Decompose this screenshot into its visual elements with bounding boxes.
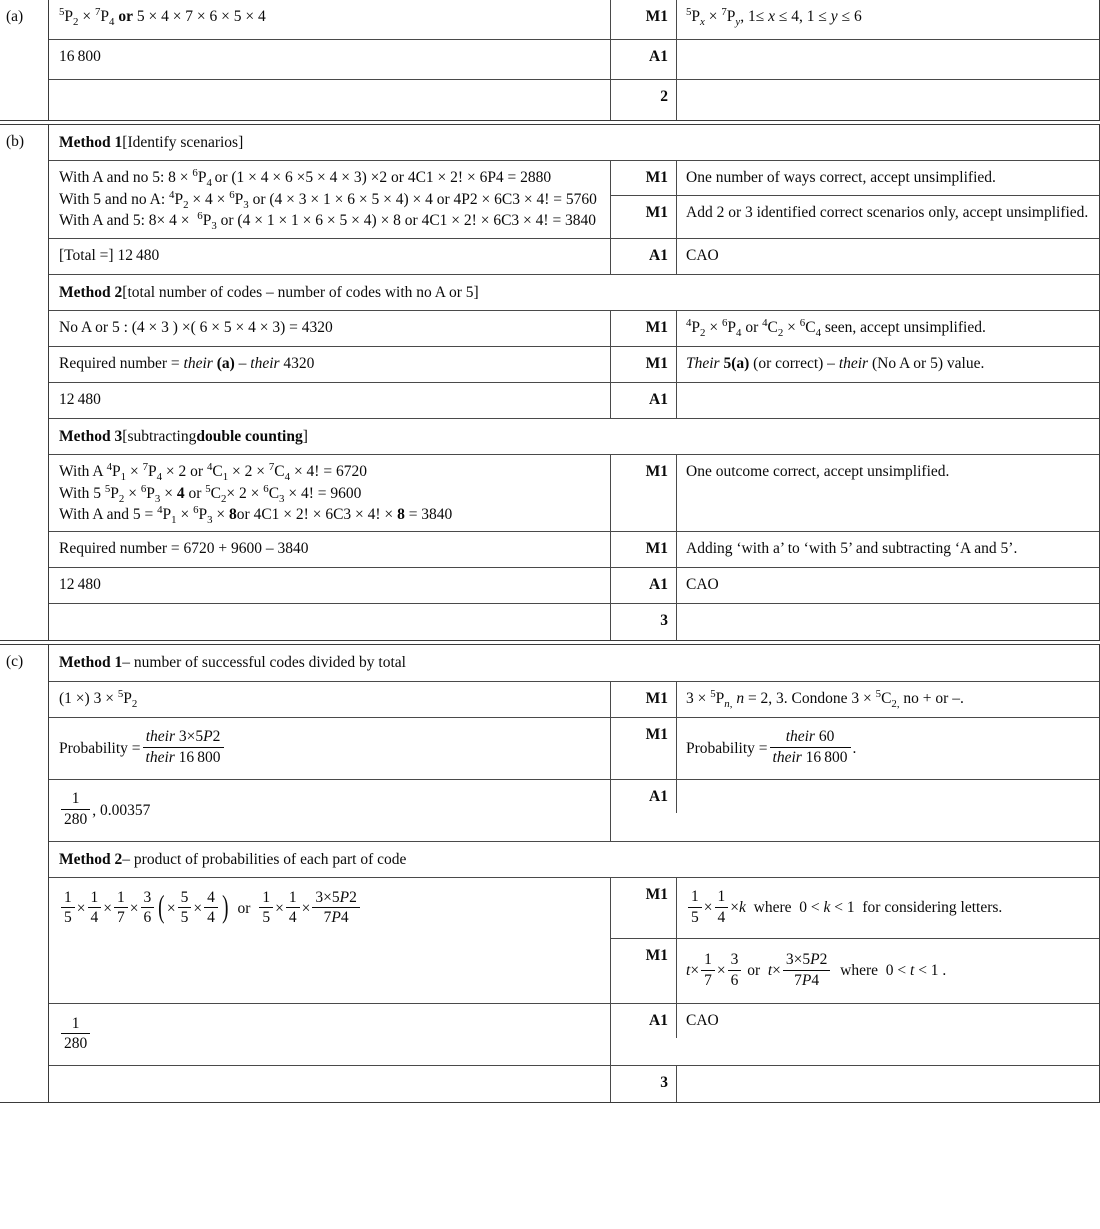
fraction [312,889,359,927]
table-row [49,1066,1099,1102]
table-row [49,1004,1099,1066]
row-note [677,718,1099,779]
row-mark: M1 [611,161,677,194]
part-c-body [48,645,1100,1102]
method-heading: Method 1 [Identify scenarios] [49,125,1099,161]
note-mid: or t× [743,962,781,980]
row-working [49,718,611,779]
fraction-numerator: 1 [688,888,702,907]
product-expression: $\frac{1}{5}$ × $\frac{1}{4}$ × $\frac{1}{7}$ × $\frac{3}{6}$ ( × $\frac{5}{5}$ × $\frac{4}{4}$ ) or $\frac{1}{5}$ × $\frac{1}{4}$ × $\frac{3\times 5P2}{7P4}$ [59,890,362,928]
fraction [701,951,715,989]
table-row [49,878,1099,1004]
fraction-denominator: 7 [117,909,125,927]
note-tail: ×k where 0 < k < 1 for considering letters. [730,899,1003,917]
row-note [677,939,1099,1003]
fraction [178,889,192,927]
row-mark-total: 3 [611,1066,677,1102]
split-mark-row [611,161,1099,195]
row-mark: M1 [611,682,677,717]
answer-fraction [61,790,90,828]
row-note [677,604,1099,640]
fraction [286,889,300,927]
table-row [49,161,1099,238]
row-mark: A1 [611,780,677,813]
times-sign: × [703,899,713,917]
answer-fraction [61,1015,90,1053]
probability-label: Probability = [59,739,141,757]
split-mark-group [611,878,1099,1003]
fraction-numerator: 3×5P2 [312,889,359,908]
fraction-denominator: 6 [143,909,152,927]
fraction-numerator: 3×5P2 [783,951,830,970]
row-note: CAO [686,1012,719,1030]
table-row [49,311,1099,347]
row-note [677,1066,1099,1102]
fraction-numerator: 1 [701,951,715,970]
row-working: 16 800 [49,40,611,79]
row-working [49,604,611,640]
split-mark-group [611,161,1099,237]
row-mark: A1 [611,40,677,79]
row-mark: M1 [611,455,677,531]
fraction [141,889,155,927]
fraction-numerator: 4 [204,889,218,908]
fraction-trail: . [852,739,857,757]
row-working: $^5P_2 \times ^7P_4$ or 5 × 4 × 7 × 6 × 5 × 4 [49,0,611,39]
fraction [783,951,830,989]
table-row [49,0,1099,40]
fraction-denominator: 5 [262,909,271,927]
fraction-denominator: their 16 800 [145,748,221,766]
table-row [49,80,1099,120]
row-mark: A1 [611,383,677,418]
row-note [677,383,1099,418]
row-working [49,1066,611,1102]
row-mark: M1 [611,718,677,779]
row-mark: M1 [611,878,677,938]
probability-fraction [143,728,224,766]
row-working: Required number = 6720 + 9600 – 3840 [49,532,611,567]
fraction-denominator: 6 [730,971,739,989]
or-word: or [237,900,251,918]
fraction [728,951,742,989]
row-mark: M1 [611,939,677,1003]
fraction-numerator: 1 [286,889,300,908]
row-mark: A1 [611,1004,677,1037]
fraction-denominator: 4 [717,908,726,926]
row-note: Their 5(a) (or correct) – their (No A or 5) value. [686,354,985,372]
fraction [204,889,218,927]
fraction [88,889,102,927]
row-working: (1 ×) $3 \times ^5P_2$ [49,682,611,717]
split-mark-row [611,878,1099,939]
row-note: $3 \times ^5P_{n,}$ n = 2, 3. Condone $3 \times ^5C_{2,}$ no + or –. [686,687,964,710]
table-row [49,383,1099,419]
row-note [677,40,1099,79]
fraction [114,889,128,927]
row-note: Adding ‘with a’ to ‘with 5’ and subtracting ‘A and 5’. [686,540,1018,558]
fraction-numerator: 3 [728,951,742,970]
fraction-denominator: 5 [180,909,189,927]
row-note: $^5P_x \times ^7P_y$, 1≤ x ≤ 4, 1 ≤ y ≤ 6 [686,5,862,29]
times-sign: × [275,900,284,918]
probability-fraction [770,728,851,766]
fraction-denominator: 4 [207,909,215,927]
table-row [49,604,1099,640]
note-tail: where 0 < t < 1 . [832,962,947,980]
fraction-denominator: 280 [64,1035,88,1053]
row-working: With A $^4P_1 \times ^7P_4 \times 2$ or $^4C_1 \times 2 \times ^7C_4 \times 4$! = 6720 With 5 $^5P_2 \times ^6P_3 \times 4$ or $^5C_2\times 2 \times ^6C_3 \times 4$! = 9600 With A and $5 = ^4P_1 \times ^6P_3 \times 8or$ 4C1 × 2! × 6C3 × 4! × 8 = 3840 [49,455,611,531]
table-row [49,682,1099,718]
fraction-numerator: 3 [141,889,155,908]
fraction-denominator: 4 [90,909,99,927]
row-mark: M1 [611,532,677,567]
row-working: No A or 5 : (4 × 3 ) ×( 6 × 5 × 4 × 3) = 4320 [49,311,611,346]
times-sign: × [301,900,311,918]
fraction-numerator: their 60 [770,728,851,747]
row-note: CAO [686,576,719,594]
row-working: 12 480 [49,383,611,418]
fraction-numerator: 1 [114,889,128,908]
part-b-body [48,125,1100,640]
row-mark: M1 [611,347,677,382]
row-working [49,80,611,120]
method-heading: Method 1 – number of successful codes divided by total [49,645,1099,681]
row-note: One number of ways correct, accept unsimplified. [686,169,996,187]
fraction-denominator: 7P4 [794,971,820,989]
fraction-denominator: 5 [64,909,72,927]
row-mark: A1 [611,239,677,274]
fraction-denominator: 280 [64,810,88,828]
row-working [49,878,611,1003]
row-mark-total: 2 [611,80,677,120]
fraction-numerator: 5 [178,889,192,908]
row-working [49,780,611,841]
row-note: One outcome correct, accept unsimplified. [686,463,950,481]
fraction-numerator: 1 [88,889,102,908]
fraction-numerator: 1 [61,1015,90,1034]
fraction [259,889,273,927]
row-mark: M1 [611,311,677,346]
row-working: [Total =] 12 480 [49,239,611,274]
row-note [677,780,1099,841]
method-heading: Method 3 [subtracting double counting ] [49,419,1099,455]
row-working: Required number = their (a) – their 4320 [49,347,611,382]
times-sign: × [193,900,203,918]
table-row [49,40,1099,80]
table-row [49,239,1099,275]
part-label-c: (c) [6,653,24,671]
fraction-numerator: 1 [259,889,273,908]
table-row [49,347,1099,383]
table-row [49,532,1099,568]
row-note: CAO [686,246,719,264]
times-sign: × [103,900,112,918]
row-mark: M1 [611,0,677,39]
row-note: Add 2 or 3 identified correct scenarios only, accept unsimplified. [686,203,1089,221]
table-row [49,455,1099,532]
table-row [49,568,1099,604]
fraction-denominator: their 16 800 [772,748,848,766]
row-note [677,878,1099,938]
row-working: 12 480 [49,568,611,603]
fraction-denominator: 7P4 [323,909,349,927]
split-mark-row [611,196,1099,238]
times-sign: × [716,962,726,980]
split-mark-row [611,939,1099,1003]
part-b [0,125,1100,640]
fraction-numerator: 1 [715,888,729,907]
row-note [677,80,1099,120]
method-heading: Method 2 [total number of codes – number of codes with no A or 5] [49,275,1099,311]
fraction-numerator: their 3×5P2 [143,728,224,747]
fraction [688,888,702,926]
fraction-denominator: 7 [704,971,712,989]
row-working [49,1004,611,1065]
note-lead: t× [686,962,700,980]
part-c [0,645,1100,1102]
part-label-b: (b) [6,133,25,150]
fraction [715,888,729,926]
fraction-numerator: 1 [61,790,90,809]
table-row [49,718,1099,780]
times-sign: × [76,900,86,918]
row-mark-total: 3 [611,604,677,640]
part-a-body [48,0,1100,120]
part-label-a: (a) [6,8,24,25]
fraction-denominator: 5 [691,908,699,926]
page-bottom-rule [0,1102,1100,1107]
row-mark: M1 [611,196,677,238]
row-working: With A and no 5: $8 \times ^6P_4$ or (1 × 4 × 6 ×5 × 4 × 3) ×2 or 4C1 × 2! × 6P4 = 2880 With 5 and no A: $^4P_2 \times 4 \times ^6P_3$ or (4 × 3 × 1 × 6 × 5 × 4) × 4 or 4P2 × 6C3 × 4! = 5760 With A and 5: $8\times 4 \times ^6P_3$ or (4 × 1 × 1 × 6 × 5 × 4) × 8 or 4C1 × 2! × 6C3 × 4! = 3840 [49,161,611,237]
decimal-answer: , 0.00357 [92,801,151,819]
times-sign: × [166,900,176,918]
table-row [49,780,1099,842]
method-heading: Method 2 – product of probabilities of each part of code [49,842,1099,878]
fraction-denominator: 4 [288,909,297,927]
times-sign: × [129,900,139,918]
fraction-numerator: 1 [61,889,75,908]
probability-label: Probability = [686,739,768,757]
fraction [61,889,75,927]
row-note: $^4P_2 \times ^6P_4$ or $^4C_2 \times ^6C_4$ seen, accept unsimplified. [686,316,986,339]
row-mark: A1 [611,568,677,603]
part-a [0,0,1100,120]
